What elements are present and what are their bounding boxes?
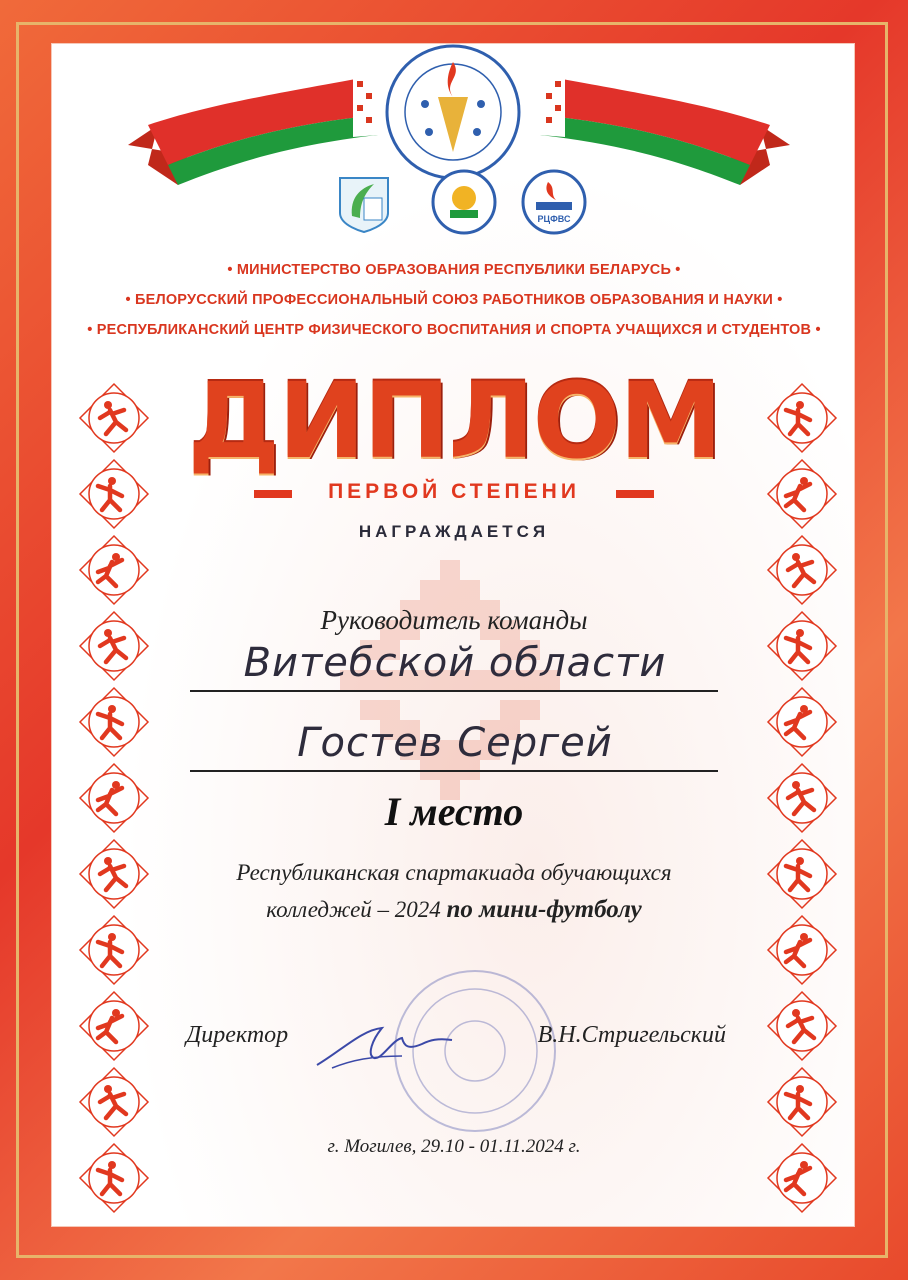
partner-logos bbox=[330, 168, 610, 243]
archery-icon bbox=[76, 836, 152, 912]
fitness-icon bbox=[764, 684, 840, 760]
rcfvs-logo-text: РЦФВС bbox=[537, 214, 571, 224]
rowing-icon bbox=[76, 684, 152, 760]
table-tennis-icon bbox=[76, 912, 152, 988]
handball-icon bbox=[764, 912, 840, 988]
sport-icons-left bbox=[76, 380, 152, 1216]
event-line-2-prefix: колледжей – 2024 bbox=[266, 897, 447, 922]
team-name: Витебской области bbox=[243, 640, 667, 686]
recipient-name: Гостев Сергей bbox=[297, 720, 613, 766]
director-signature bbox=[312, 1010, 462, 1080]
team-underline bbox=[190, 690, 718, 692]
bowling-icon bbox=[764, 532, 840, 608]
tennis-icon bbox=[764, 760, 840, 836]
diploma-title: ДИПЛОМ bbox=[187, 360, 721, 482]
rcfvs-logo bbox=[520, 168, 588, 236]
awarded-label: НАГРАЖДАЕТСЯ bbox=[358, 522, 550, 541]
org-line-ministry: • МИНИСТЕРСТВО ОБРАЗОВАНИЯ РЕСПУБЛИКИ БЕЛАРУСЬ • bbox=[227, 262, 681, 278]
sport-icons-right bbox=[764, 380, 840, 1216]
judo-icon bbox=[764, 1064, 840, 1140]
wrestling-icon bbox=[764, 456, 840, 532]
basketball-icon bbox=[764, 608, 840, 684]
sprint-start-icon bbox=[76, 1140, 152, 1216]
fencing-icon bbox=[76, 1064, 152, 1140]
director-name: В.Н.Стригельский bbox=[537, 1022, 726, 1048]
skiing-icon bbox=[764, 988, 840, 1064]
name-underline bbox=[190, 770, 718, 772]
trade-union-logo bbox=[330, 168, 398, 236]
degree-row bbox=[254, 480, 654, 508]
event-discipline: по мини-футболу bbox=[446, 896, 642, 923]
place-and-date: г. Могилев, 29.10 - 01.11.2024 г. bbox=[327, 1136, 581, 1157]
org-line-center: • РЕСПУБЛИКАНСКИЙ ЦЕНТР ФИЗИЧЕСКОГО ВОСПИТАНИЯ И СПОРТА УЧАЩИХСЯ И СТУДЕНТОВ • bbox=[87, 322, 821, 338]
ministry-logo bbox=[430, 168, 498, 236]
high-jump-icon bbox=[76, 532, 152, 608]
gymnastics-icon bbox=[764, 1140, 840, 1216]
volleyball-icon bbox=[76, 456, 152, 532]
director-label: Директор bbox=[186, 1022, 289, 1048]
place-award: I место bbox=[384, 789, 524, 834]
recipient-role: Руководитель команды bbox=[320, 605, 588, 635]
event-line-1: Республиканская спартакиада обучающихся bbox=[236, 860, 672, 885]
sprint-icon bbox=[76, 608, 152, 684]
badminton-icon bbox=[76, 760, 152, 836]
shooting-icon bbox=[764, 836, 840, 912]
swimming-icon bbox=[764, 380, 840, 456]
running-icon bbox=[76, 380, 152, 456]
degree-text: ПЕРВОЙ СТЕПЕНИ bbox=[328, 480, 580, 503]
spartakiad-emblem bbox=[383, 42, 523, 182]
org-line-union: • БЕЛОРУССКИЙ ПРОФЕССИОНАЛЬНЫЙ СОЮЗ РАБОТНИКОВ ОБРАЗОВАНИЯ И НАУКИ • bbox=[125, 292, 783, 308]
kayak-icon bbox=[76, 988, 152, 1064]
